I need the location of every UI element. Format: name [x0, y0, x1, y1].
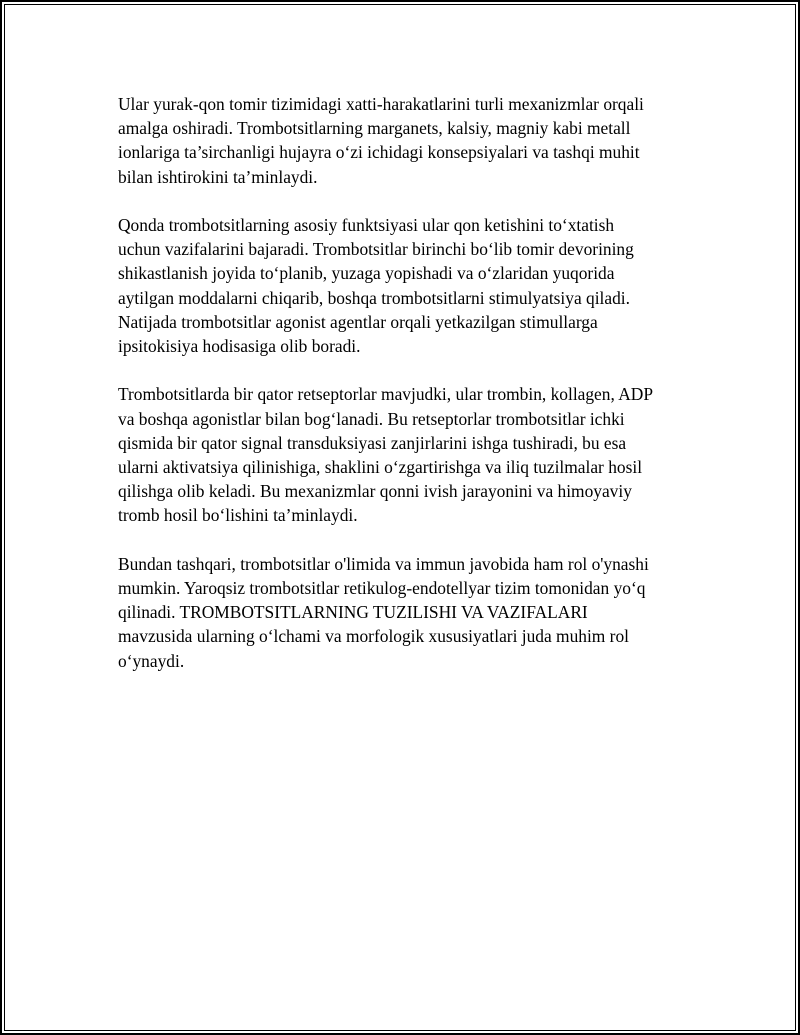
text-line: bilan ishtirokini ta’minlaydi. [118, 166, 318, 187]
text-line: qilishga olib keladi. Bu mexanizmlar qonni ivish jarayonini va himoyaviy [118, 481, 632, 502]
text-line: va boshqa agonistlar bilan bog‘lanadi. Bu retseptorlar trombotsitlar ichki [118, 408, 625, 429]
text-line: uchun vazifalarini bajaradi. Trombotsitlar birinchi bo‘lib tomir devorining [118, 239, 634, 260]
text-line: Natijada trombotsitlar agonist agentlar orqali yetkazilgan stimullarga [118, 311, 598, 332]
paragraph-1 [118, 92, 698, 189]
document-body [118, 92, 698, 697]
text-line: qismida bir qator signal transduksiyasi zanjirlarini ishga tushiradi, bu esa [118, 432, 627, 453]
text-line: ularni aktivatsiya qilinishiga, shaklini o‘zgartirishga va iliq tuzilmalar hosil [118, 457, 643, 478]
paragraph-4 [118, 552, 698, 673]
text-line: o‘ynaydi. [118, 650, 185, 671]
paragraph-3 [118, 382, 698, 527]
text-line: mumkin. Yaroqsiz trombotsitlar retikulog-endotellyar tizim tomonidan yo‘q [118, 578, 646, 599]
text-line: Trombotsitlarda bir qator retseptorlar mavjudki, ular trombin, kollagen, ADP [118, 384, 653, 405]
text-line: mavzusida ularning o‘lchami va morfologik xususiyatlari juda muhim rol [118, 626, 629, 647]
text-line: aytilgan moddalarni chiqarib, boshqa trombotsitlarni stimulyatsiya qiladi. [118, 287, 630, 308]
paragraph-2 [118, 213, 698, 358]
text-line: shikastlanish joyida to‘planib, yuzaga yopishadi va o‘zlaridan yuqorida [118, 263, 615, 284]
text-line: ipsitokisiya hodisasiga olib boradi. [118, 336, 361, 357]
text-line: Bundan tashqari, trombotsitlar o'limida va immun javobida ham rol o'ynashi [118, 553, 649, 574]
text-line: amalga oshiradi. Trombotsitlarning marganets, kalsiy, magniy kabi metall [118, 118, 631, 139]
text-line: ionlariga ta’sirchanligi hujayra o‘zi ichidagi konsepsiyalari va tashqi muhit [118, 142, 640, 163]
text-line: qilinadi. TROMBOTSITLARNING TUZILISHI VA VAZIFALARI [118, 602, 588, 623]
text-line: Ular yurak-qon tomir tizimidagi xatti-harakatlarini turli mexanizmlar orqali [118, 94, 644, 114]
text-line: tromb hosil bo‘lishini ta’minlaydi. [118, 505, 358, 526]
text-line: Qonda trombotsitlarning asosiy funktsiyasi ular qon ketishini to‘xtatish [118, 215, 615, 235]
